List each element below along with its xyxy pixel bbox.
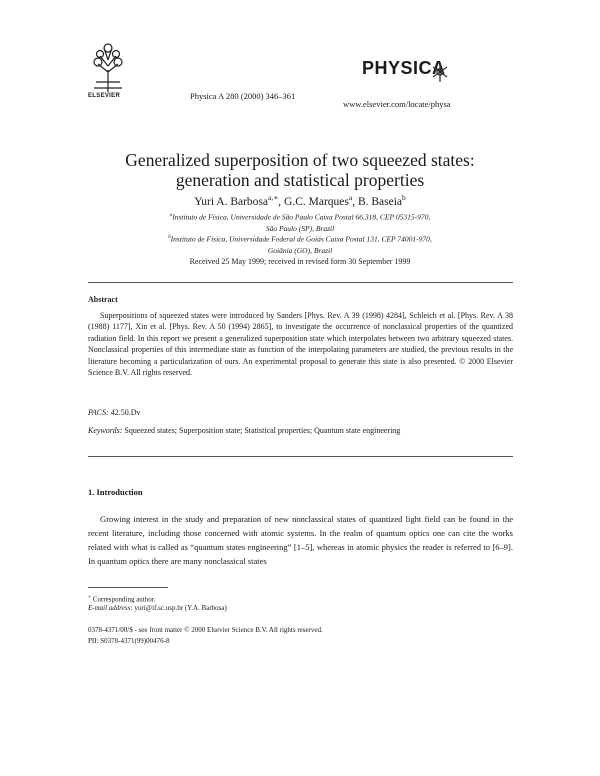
section-heading-introduction: 1. Introduction — [88, 487, 143, 497]
footnote-corresponding-text: Corresponding author. — [92, 595, 156, 604]
affiliation-b-line-1: Instituto de Física, Universidade Federal de Goiás Caixa Postal 131, CEP 74001-970, — [170, 234, 432, 244]
keywords — [88, 425, 513, 436]
pacs-label: PACS: — [88, 408, 109, 417]
email-value[interactable]: yuri@if.sc.usp.br (Y.A. Barbosa) — [134, 604, 227, 612]
author-1-affiliation: a,∗ — [268, 193, 279, 202]
received-dates: Received 25 May 1999; received in revised form 30 September 1999 — [189, 257, 411, 266]
affiliation-a-line-2: São Paulo (SP), Brazil — [265, 223, 335, 233]
affiliation-a-mark: a — [169, 213, 173, 218]
affiliation-b-mark: b — [168, 235, 171, 240]
pacs-value: 42.50.Dv — [110, 408, 141, 417]
copyright-line: 0378-4371/00/$ - see front matter © 2000 Elsevier Science B.V. All rights reserved. — [88, 626, 323, 634]
journal-url[interactable]: www.elsevier.com/locate/physa — [343, 99, 451, 109]
journal-logo-icon — [430, 60, 450, 84]
affiliation-a-line-1: Instituto de Física, Universidade de São Paulo Caixa Postal 66.318, CEP 05315-970, — [172, 212, 431, 222]
introduction-text: Growing interest in the study and preparation of new nonclassical states of quantized light field can be found in the recent literature, including those concerned with atomic systems. In the realm of quantum optics one can cite the works related with what is called as “quantum states engineering” [1–5], whereas in atomic physics the reader is referred to [6–9]. In quantum optics there are many nonclassical states — [88, 514, 513, 566]
divider-bottom — [88, 456, 513, 457]
abstract-text: Superpositions of squeezed states were introduced by Sanders [Phys. Rev. A 39 (1998) 4284], Schleich et al. [Phys. Rev. A 38 (1988) 1177], Xin et al. [Phys. Rev. A 50 (1994) 2865], to investigate the occurrence of nonclassical properties of the quantized radiation field. In this report we present a generalized superposition state which interpolates between two arbitrary squeezed states. Nonclassical properties of this intermediate state as function of the interpolating parameters are studied, the previous results in the literature becoming a particularization of ours. An experimental proposal to generate this state is also presented. © 2000 Elsevier Science B.V. All rights reserved. — [88, 311, 513, 378]
footnote-email — [88, 603, 227, 613]
email-label: E-mail address: — [88, 604, 133, 612]
paper-title — [60, 150, 540, 190]
footnote-divider — [88, 587, 168, 588]
author-3: B. Baseia — [357, 195, 403, 208]
abstract-heading: Abstract — [88, 295, 118, 304]
affiliation-a — [60, 210, 540, 234]
journal-reference: Physica A 280 (2000) 346–361 — [190, 91, 296, 101]
footnote-mark: ∗ — [88, 594, 92, 599]
author-list: Yuri A. Barbosa$^{a,∗}$, G.C. Marques$^a$, B. Baseia$^b$ — [194, 193, 406, 208]
pacs — [88, 408, 141, 417]
divider-top — [88, 282, 513, 283]
elsevier-tree-logo — [90, 42, 126, 94]
title-line-1: Generalized superposition of two squeezed states: — [125, 150, 475, 170]
author-2-affiliation: a — [348, 193, 353, 202]
title-line-2: generation and statistical properties — [175, 170, 425, 190]
affiliation-b — [60, 232, 540, 256]
keywords-value: Squeezed states; Superposition state; Statistical properties; Quantum state engineering — [124, 426, 401, 435]
pii-line: PII: S0378-4371(99)00476-8 — [88, 637, 170, 645]
affiliation-b-line-2: Goiânia (GO), Brazil — [267, 245, 333, 255]
author-1: Yuri A. Barbosa — [194, 195, 269, 208]
author-3-affiliation: b — [402, 193, 406, 202]
publisher-logo-text: ELSEVIER — [88, 93, 121, 99]
author-2: G.C. Marques — [284, 195, 349, 208]
keywords-label: Keywords: — [88, 426, 123, 435]
journal-name: PHYSICA — [362, 58, 446, 78]
